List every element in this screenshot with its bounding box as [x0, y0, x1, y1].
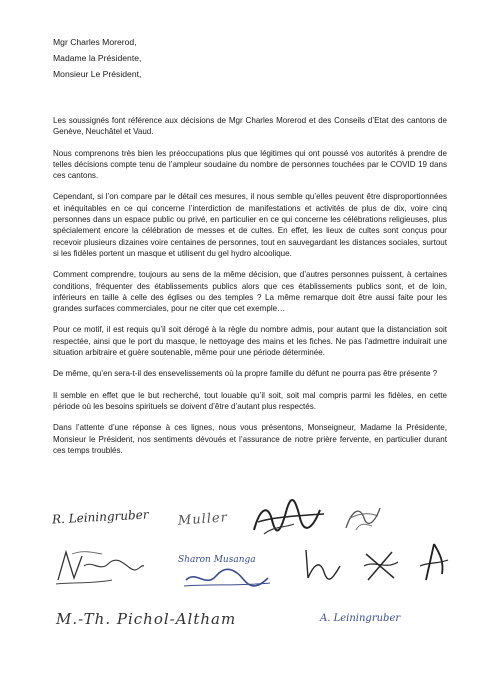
- letter-body: [53, 115, 447, 466]
- signature-text: A. Leiningruber: [320, 613, 401, 624]
- paragraph: Pour ce motif, il est requis qu’il soit dérogé à la règle du nombre admis, pour autant que la distanciation soit respectée, ainsi que le port du masque, le nettoyage des mains et les fiches. Ne pas l’admettre induirait une situation arbitraire et guère soutenable, même pour une période déterminée.: [53, 325, 447, 358]
- salutation-line: Mgr Charles Morerod,: [53, 37, 137, 47]
- signature-text: R. Leiningruber: [51, 507, 149, 527]
- paragraph: De même, qu’en sera-t-il des ensevelissements où la propre famille du défunt ne pourra pas être présente ?: [53, 369, 438, 379]
- signature-text: Sharon Musanga: [178, 555, 256, 565]
- salutations: [53, 34, 141, 82]
- paragraph: Il semble en effet que le but recherché, tout louable qu’il soit, soit mal compris parmi les fidèles, en cette période où les besoins spirituels se doivent d’être d’autant plus respectés.: [53, 390, 447, 411]
- paragraph: Nous comprenons très bien les préoccupations plus que légitimes qui ont poussé vos autorités à prendre de telles décisions compte tenu de l’ampleur soudaine du nombre de personnes touchées par le COVID 19 dans ces cantons.: [53, 148, 447, 181]
- signature-mark: [414, 540, 454, 586]
- signature-mark: [250, 500, 330, 538]
- signature-mark: [358, 546, 402, 586]
- signature-mark: [182, 566, 272, 590]
- signature-mark: [298, 544, 346, 586]
- paragraph: Comment comprendre, toujours au sens de la même décision, que d’autres personnes puissent, à certaines conditions, fréquenter des établissements publics alors que ces établissements publics sont, et de loin, inférieurs en taille à celle des églises ou des temples ? La même remarque doit être aussi faite pour les grandes surfaces commerciales, pour ne citer que cet exemple…: [53, 270, 447, 314]
- signature-mark: [52, 546, 147, 588]
- signature-text: Muller: [177, 510, 229, 529]
- signatures-block: [0, 500, 498, 650]
- signature-text: M.-Th. Pichol-Altham: [56, 610, 237, 628]
- paragraph: Les soussignés font référence aux décisions de Mgr Charles Morerod et des Conseils d’Etat des cantons de Genève, Neuchâtel et Vaud.: [53, 116, 447, 137]
- signature-mark: [340, 500, 385, 536]
- salutation-line: Monsieur Le Président,: [53, 69, 142, 79]
- paragraph: Dans l’attente d’une réponse à ces lignes, nous vous présentons, Monseigneur, Madame la Présidente, Monsieur le Président, nos sentiments dévoués et l’assurance de notre prière fervente, en particulier durant ces temps troublés.: [53, 423, 447, 455]
- salutation-line: Madame la Présidente,: [53, 53, 142, 63]
- paragraph: Cependant, si l’on compare par le détail ces mesures, il nous semble qu’elles peuvent être disproportionnées et inéquitables en ce qui concerne l’interdiction de manifestations et activités de plus de dix, voire cinq personnes dans un espace public ou privé, en particulier en ce qui concerne les célébrations religieuses, plus spécialement encore la célébration de messes et de cultes. En effet, les lieux de cultes sont conçus pour recevoir plusieurs dizaines voire centaines de personnes, tout en sauvegardant les distances sociales, surtout si les fidèles portent un masque et utilisent du gel hydro alcoolique.: [53, 192, 447, 258]
